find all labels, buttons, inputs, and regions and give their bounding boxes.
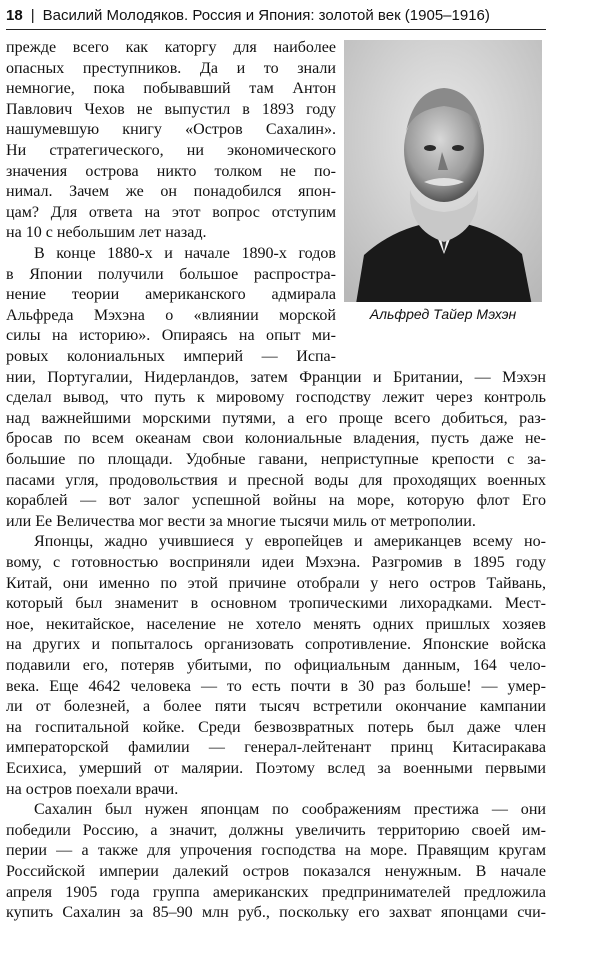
text-line: который был знаменит в основном тропическими лихорадками. Мест- [6,595,546,613]
text-line: бросав по всем океанам свои колониальные владения, пусть даже не- [6,430,546,448]
paragraph-start: Сахалин был нужен японцам по соображениям престижа — они [34,801,546,819]
text-line: перии — а также для упрочения господства на море. Правящим кругам [6,842,546,860]
portrait-photo [344,40,542,302]
text-line: Ни стратегического, ни экономического [6,142,336,159]
text-line: прежде всего как каторгу для наиболее [6,39,336,56]
text-line: цам? Для ответа на этот вопрос отступим [6,203,336,221]
text-line: Китай, они именно по этой причине отобрали у него остров Тайвань, [6,574,546,592]
text-line: Альфреда Мэхэна о «влиянии морской [6,306,336,324]
text-line: значения острова никто толком не по- [6,162,336,180]
text-line: на других и попыталось организовать сопротивление. Японские войска [6,636,546,654]
text-line: или Ее Величества мог вести за многие тысячи миль от метрополии. [6,512,476,530]
text-line: на госпитальной койке. Среди безвозвратных потерь был даже член [6,718,546,736]
text-line: на остров поехали врачи. [6,780,179,798]
paragraph-start: Японцы, жадно учившиеся у европейцев и американцев всему но- [34,533,546,551]
text-line: пасами угля, продовольствия и пресной воды для проходящих военных [6,471,546,489]
photo-caption: Альфред Тайер Мэхэн [369,305,517,322]
text-line: победили Россию, а значит, должны увеличить территорию своей им- [6,821,546,839]
text-line: ное, некитайское, население не хотело менять одних пришлых хозяев [6,615,546,633]
text-line: силы на историю». Опираясь на опыт ми- [6,327,336,345]
text-line: купить Сахалин за 85–90 млн руб., поскольку его захват японцами счи- [6,904,546,922]
page-number: 18 [6,7,23,24]
text-line: в Японии получили большое распростра- [6,265,336,283]
text-line: нашумевшую книгу «Остров Сахалин». [6,121,336,139]
text-line: немногие, пока побывавший там Антон [6,80,336,98]
text-line: нение теории американского адмирала [6,286,336,304]
text-line: опасных преступников. Да и то знали [6,59,336,77]
header-rule [6,29,546,30]
text-line: нии, Португалии, Нидерландов, затем Франции и Британии, — Мэхэн [6,368,546,386]
running-header [6,2,546,32]
text-line: Есихиса, умерший от малярии. Поэтому вслед за военными первыми [6,760,546,777]
text-line: на 10 с небольшим лет назад. [6,224,207,242]
text-line: апреля 1905 года группа американских предпринимателей предложила [6,883,546,901]
portrait-illustration [344,40,542,302]
text-line: нимал. Зачем же он понадобился япон- [6,183,336,201]
text-line: вому, с готовностью восприняли идеи Мэхэна. Разгромив в 1895 году [6,554,546,571]
text-line: века. Еще 4642 человека — то есть почти в 30 раз больше! — умер- [6,677,546,695]
text-line: императорской фамилии — генерал-лейтенант принц Китасиракава [6,739,546,757]
paragraph-start: В конце 1880-х и начале 1890-х годов [34,245,336,262]
text-line: Павлович Чехов не выпустил в 1893 году [6,100,336,118]
text-line: кораблей — вот залог успешной войны на море, которую флот Его [6,492,546,510]
text-line: ровых колониальных империй — Испа- [6,348,336,365]
text-line: сделал вывод, что путь к мировому господству лежит через контроль [6,389,546,407]
text-line: подавили его, потеряв убитыми, по официальным данным, 164 чело- [6,657,546,674]
text-line: Российской империи далекий остров показался ненужным. В начале [6,863,546,880]
header-separator: | [30,7,35,24]
text-line: ли от болезней, а более пяти тысяч встретили окончание кампании [6,698,546,716]
text-line: над важнейшими морскими путями, а его проще всего добиться, раз- [6,409,546,427]
text-line: большие по площади. Удобные гавани, неприступные крепости с за- [6,451,546,468]
running-title: Василий Молодяков. Россия и Япония: золотой век (1905–1916) [42,7,490,24]
